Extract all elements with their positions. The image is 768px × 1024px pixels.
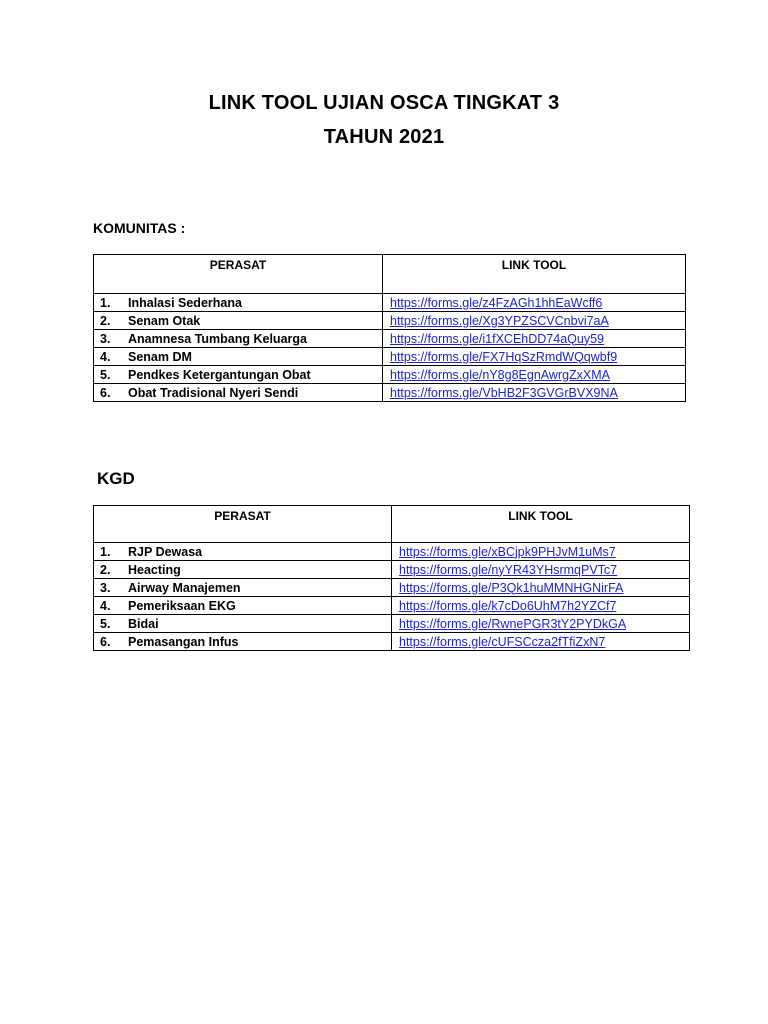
perasat-cell [94,633,392,651]
form-link[interactable]: https://forms.gle/nY8g8EgnAwrgZxXMA [390,367,611,382]
form-link[interactable]: https://forms.gle/RwnePGR3tY2PYDkGA [399,616,627,631]
row-number: 3. [100,580,111,595]
table-row [94,543,690,561]
form-link[interactable]: https://forms.gle/P3Qk1huMMNHGNirFA [399,580,624,595]
link-cell [383,312,686,330]
table-row [94,348,686,366]
perasat-name: Obat Tradisional Nyeri Sendi [128,385,299,400]
perasat-name: Heacting [128,562,181,577]
column-header-link-tool: LINK TOOL [392,506,690,543]
perasat-cell [94,597,392,615]
form-link[interactable]: https://forms.gle/k7cDo6UhM7h2YZCf7 [399,598,617,613]
perasat-name: Anamnesa Tumbang Keluarga [128,331,307,346]
perasat-cell [94,384,383,402]
perasat-cell [94,348,383,366]
link-cell [392,579,690,597]
row-number: 5. [100,616,111,631]
link-cell [392,561,690,579]
perasat-name: Pemeriksaan EKG [128,598,236,613]
perasat-name: Pemasangan Infus [128,634,239,649]
column-header-link-tool: LINK TOOL [383,255,686,294]
link-cell [383,294,686,312]
form-link[interactable]: https://forms.gle/i1fXCEhDD74aQuy59 [390,331,604,346]
row-number: 1. [100,544,111,559]
perasat-cell [94,579,392,597]
perasat-name: RJP Dewasa [128,544,203,559]
link-cell [392,597,690,615]
form-link[interactable]: https://forms.gle/Xg3YPZSCVCnbvi7aA [390,313,609,328]
column-header-perasat: PERASAT [94,255,383,294]
section-heading-komunitas: KOMUNITAS : [93,220,186,236]
row-number: 2. [100,562,111,577]
perasat-cell [94,366,383,384]
link-cell [392,633,690,651]
perasat-cell [94,561,392,579]
form-link[interactable]: https://forms.gle/FX7HqSzRmdWQqwbf9 [390,349,618,364]
row-number: 5. [100,367,111,382]
table-row [94,633,690,651]
form-link[interactable]: https://forms.gle/xBCjpk9PHJvM1uMs7 [399,544,616,559]
perasat-cell [94,615,392,633]
perasat-name: Bidai [128,616,159,631]
link-cell [383,348,686,366]
perasat-cell [94,330,383,348]
link-cell [392,615,690,633]
form-link[interactable]: https://forms.gle/cUFSCcza2fTfiZxN7 [399,634,606,649]
section-heading-kgd: KGD [97,469,135,488]
column-header-perasat: PERASAT [94,506,392,543]
link-cell [383,366,686,384]
table-row [94,561,690,579]
row-number: 4. [100,598,111,613]
row-number: 2. [100,313,111,328]
form-link[interactable]: https://forms.gle/nyYR43YHsrmqPVTc7 [399,562,618,577]
table-row [94,330,686,348]
perasat-name: Senam Otak [128,313,201,328]
table-row [94,312,686,330]
table-row [94,294,686,312]
table-row [94,384,686,402]
form-link[interactable]: https://forms.gle/z4FzAGh1hhEaWcff6 [390,295,603,310]
perasat-name: Inhalasi Sederhana [128,295,242,310]
table-header-row [94,506,690,543]
perasat-cell [94,294,383,312]
link-cell [383,384,686,402]
table-row [94,579,690,597]
table-header-row [94,255,686,294]
kgd-table [93,505,690,651]
komunitas-table [93,254,686,402]
row-number: 1. [100,295,111,310]
link-cell [383,330,686,348]
row-number: 6. [100,385,111,400]
perasat-name: Pendkes Ketergantungan Obat [128,367,311,382]
link-cell [392,543,690,561]
table-row [94,366,686,384]
row-number: 4. [100,349,111,364]
perasat-name: Senam DM [128,349,192,364]
table-row [94,597,690,615]
row-number: 6. [100,634,111,649]
document-title: LINK TOOL UJIAN OSCA TINGKAT 3 [208,92,560,114]
document-subtitle-year: TAHUN 2021 [323,126,445,148]
perasat-cell [94,312,383,330]
row-number: 3. [100,331,111,346]
table-row [94,615,690,633]
form-link[interactable]: https://forms.gle/VbHB2F3GVGrBVX9NA [390,385,618,400]
perasat-cell [94,543,392,561]
perasat-name: Airway Manajemen [128,580,241,595]
